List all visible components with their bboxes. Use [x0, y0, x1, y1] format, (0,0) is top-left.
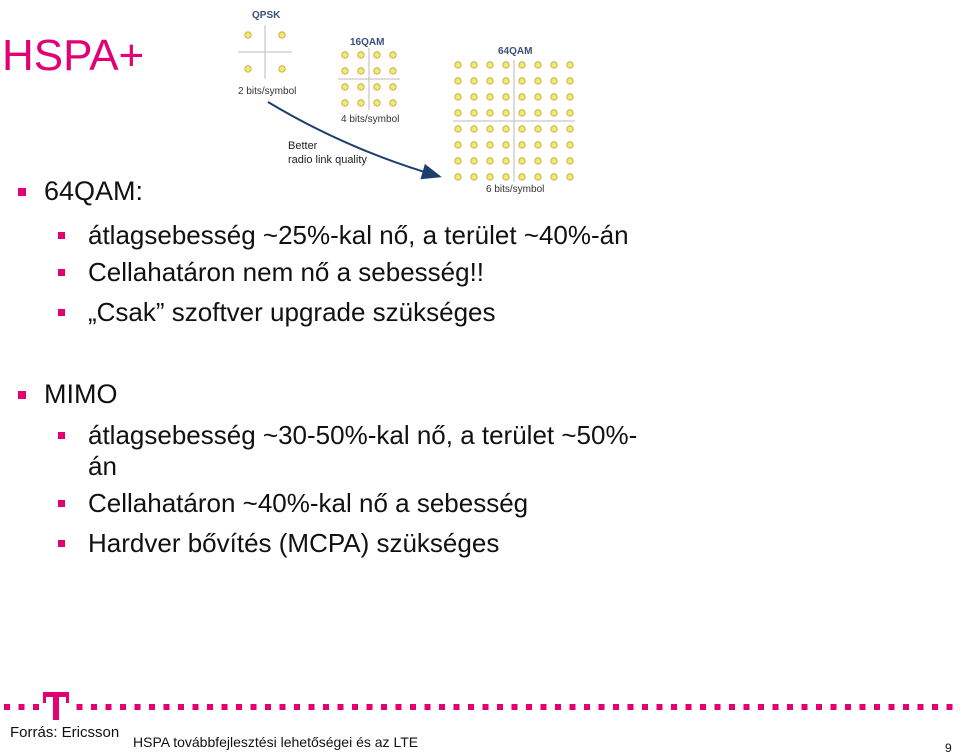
constellation-point: [519, 62, 525, 68]
telekom-logo: [41, 690, 71, 722]
constellation-point: [342, 84, 348, 90]
sub-bullet-text: Cellahatáron nem nő a sebesség!!: [88, 257, 485, 287]
footer-dot: [410, 704, 416, 710]
constellation-point: [358, 68, 364, 74]
footer-dot: [4, 704, 10, 710]
footer-dot: [932, 704, 938, 710]
qam64-constellation: [453, 46, 575, 195]
arrow-label-line2: radio link quality: [288, 154, 367, 166]
footer-dot: [135, 704, 141, 710]
footer-dot: [483, 704, 489, 710]
footer-dot: [251, 704, 257, 710]
constellation-point: [390, 84, 396, 90]
constellation-point: [342, 100, 348, 106]
footer-dot: [309, 704, 315, 710]
constellation-point: [535, 110, 541, 116]
constellation-point: [519, 174, 525, 180]
constellation-point: [535, 142, 541, 148]
footer-dot: [265, 704, 271, 710]
constellation-point: [342, 52, 348, 58]
constellation-point: [358, 84, 364, 90]
constellation-point: [519, 126, 525, 132]
footer-dot: [164, 704, 170, 710]
footer-dot: [599, 704, 605, 710]
footer-dot: [715, 704, 721, 710]
constellation-point: [245, 66, 251, 72]
footer-dot: [149, 704, 155, 710]
qpsk-caption: 2 bits/symbol: [238, 86, 297, 97]
bullet-mimo-text: MIMO: [44, 379, 118, 409]
constellation-point: [535, 174, 541, 180]
footer-dot: [352, 704, 358, 710]
constellation-point: [455, 78, 461, 84]
footer-dot: [454, 704, 460, 710]
constellation-point: [551, 78, 557, 84]
constellation-point: [503, 142, 509, 148]
constellation-point: [519, 78, 525, 84]
constellation-point: [567, 110, 573, 116]
footer-dot: [657, 704, 663, 710]
constellation-point: [487, 78, 493, 84]
footer-dot: [178, 704, 184, 710]
footer-dot: [903, 704, 909, 710]
footer-dot: [947, 704, 953, 710]
footer-dot: [642, 704, 648, 710]
footer-dot: [729, 704, 735, 710]
constellation-point: [567, 62, 573, 68]
constellation-point: [503, 126, 509, 132]
constellation-point: [374, 84, 380, 90]
constellation-point: [503, 158, 509, 164]
footer-dot: [584, 704, 590, 710]
footer-dot: [294, 704, 300, 710]
constellation-point: [535, 78, 541, 84]
sub-bullet-text: átlagsebesség ~30-50%-kal nő, a terület ~50%-: [88, 420, 638, 450]
footer-dot: [222, 704, 228, 710]
footer-dot: [570, 704, 576, 710]
sub-bullet-text: „Csak” szoftver upgrade szükséges: [88, 297, 496, 327]
footer-dot: [845, 704, 851, 710]
footer-dot: [120, 704, 126, 710]
footer-dot: [526, 704, 532, 710]
constellation-point: [567, 126, 573, 132]
qam16-title: 16QAM: [350, 37, 385, 48]
constellation-point: [455, 110, 461, 116]
source-note: Forrás: Ericsson: [10, 724, 120, 741]
constellation-point: [519, 142, 525, 148]
constellation-point: [551, 126, 557, 132]
footer-dot-strip: [0, 703, 960, 713]
constellation-point: [487, 110, 493, 116]
sub-bullet-square-icon: [58, 432, 65, 439]
constellation-point: [471, 62, 477, 68]
constellation-point: [535, 94, 541, 100]
constellation-point: [535, 62, 541, 68]
footer-dot: [918, 704, 924, 710]
footer-dot: [323, 704, 329, 710]
constellation-point: [374, 100, 380, 106]
footer-dot: [19, 704, 25, 710]
constellation-point: [390, 68, 396, 74]
sub-bullet-text: Cellahatáron ~40%-kal nő a sebesség: [88, 488, 529, 518]
footer-dot: [91, 704, 97, 710]
constellation-point: [519, 110, 525, 116]
footer-dot: [396, 704, 402, 710]
constellation-point: [551, 110, 557, 116]
constellation-point: [487, 126, 493, 132]
sub-bullet-square-icon: [58, 500, 65, 507]
footer-dot: [425, 704, 431, 710]
constellation-point: [519, 158, 525, 164]
footer-dot: [889, 704, 895, 710]
qam16-caption: 4 bits/symbol: [341, 114, 400, 125]
constellation-point: [487, 94, 493, 100]
constellation-point: [390, 52, 396, 58]
constellation-point: [503, 110, 509, 116]
footer-dot: [700, 704, 706, 710]
constellation-point: [519, 94, 525, 100]
footer-dot: [236, 704, 242, 710]
constellation-point: [503, 174, 509, 180]
bullet-64qam-text: 64QAM:: [44, 176, 144, 206]
footer-dot: [816, 704, 822, 710]
constellation-point: [455, 62, 461, 68]
sub-bullet-text: Hardver bővítés (MCPA) szükséges: [88, 528, 500, 558]
constellation-point: [455, 158, 461, 164]
sub-bullet-text-continued: án: [88, 451, 117, 481]
footer-dot: [555, 704, 561, 710]
constellation-point: [374, 52, 380, 58]
footer-dot: [106, 704, 112, 710]
footer-dot: [439, 704, 445, 710]
constellation-point: [279, 66, 285, 72]
constellation-point: [535, 126, 541, 132]
constellation-point: [455, 94, 461, 100]
bullet-square-icon: [18, 188, 26, 196]
constellation-point: [455, 142, 461, 148]
footer-dot: [280, 704, 286, 710]
constellation-point: [471, 94, 477, 100]
constellation-point: [342, 68, 348, 74]
footer-dot: [367, 704, 373, 710]
footer-dot: [77, 704, 83, 710]
constellation-point: [245, 32, 251, 38]
footer-dot: [468, 704, 474, 710]
arrow-label-line1: Better: [288, 140, 318, 152]
constellation-point: [503, 78, 509, 84]
bullet-square-icon: [18, 391, 26, 399]
presentation-title: HSPA továbbfejlesztési lehetőségei és az LTE: [133, 734, 419, 750]
constellation-point: [567, 94, 573, 100]
constellation-point: [551, 62, 557, 68]
qam64-caption: 6 bits/symbol: [486, 184, 545, 195]
footer-dot: [787, 704, 793, 710]
constellation-point: [503, 62, 509, 68]
qpsk-title: QPSK: [252, 10, 281, 21]
sub-bullet-square-icon: [58, 269, 65, 276]
footer-dot: [193, 704, 199, 710]
constellation-point: [567, 158, 573, 164]
footer-dot: [628, 704, 634, 710]
footer-dot: [831, 704, 837, 710]
footer-dot: [671, 704, 677, 710]
sub-bullet-square-icon: [58, 309, 65, 316]
constellation-point: [455, 174, 461, 180]
constellation-point: [551, 158, 557, 164]
constellation-point: [374, 68, 380, 74]
footer-dot: [802, 704, 808, 710]
constellation-point: [279, 32, 285, 38]
constellation-point: [551, 94, 557, 100]
constellation-point: [471, 78, 477, 84]
footer-dot: [860, 704, 866, 710]
footer-dot: [758, 704, 764, 710]
footer-dot: [33, 704, 39, 710]
qam16-constellation: [338, 37, 400, 125]
constellation-point: [551, 142, 557, 148]
constellation-point: [390, 100, 396, 106]
sub-bullet-square-icon: [58, 540, 65, 547]
constellation-point: [471, 174, 477, 180]
sub-bullet-square-icon: [58, 232, 65, 239]
footer-dot: [541, 704, 547, 710]
footer-dot: [207, 704, 213, 710]
footer-dot: [512, 704, 518, 710]
constellation-point: [471, 158, 477, 164]
modulation-diagram: [228, 0, 588, 200]
constellation-point: [358, 100, 364, 106]
constellation-point: [567, 174, 573, 180]
sub-bullet-text: átlagsebesség ~25%-kal nő, a terület ~40%-án: [88, 220, 629, 250]
footer-dot: [773, 704, 779, 710]
constellation-point: [535, 158, 541, 164]
qam64-title: 64QAM: [498, 46, 533, 57]
constellation-point: [503, 94, 509, 100]
qpsk-constellation: [238, 10, 296, 97]
constellation-point: [487, 174, 493, 180]
footer-dot: [381, 704, 387, 710]
constellation-point: [455, 126, 461, 132]
footer-dot: [338, 704, 344, 710]
footer-dot: [874, 704, 880, 710]
page-number: 9: [945, 741, 952, 755]
footer-dot: [744, 704, 750, 710]
constellation-point: [358, 52, 364, 58]
constellation-point: [487, 62, 493, 68]
footer-dot: [686, 704, 692, 710]
constellation-point: [487, 158, 493, 164]
constellation-point: [471, 126, 477, 132]
footer-dot: [613, 704, 619, 710]
constellation-point: [471, 142, 477, 148]
slide-title: HSPA+: [2, 31, 145, 80]
constellation-point: [567, 78, 573, 84]
constellation-point: [551, 174, 557, 180]
constellation-point: [471, 110, 477, 116]
constellation-point: [567, 142, 573, 148]
constellation-point: [487, 142, 493, 148]
footer-dot: [497, 704, 503, 710]
